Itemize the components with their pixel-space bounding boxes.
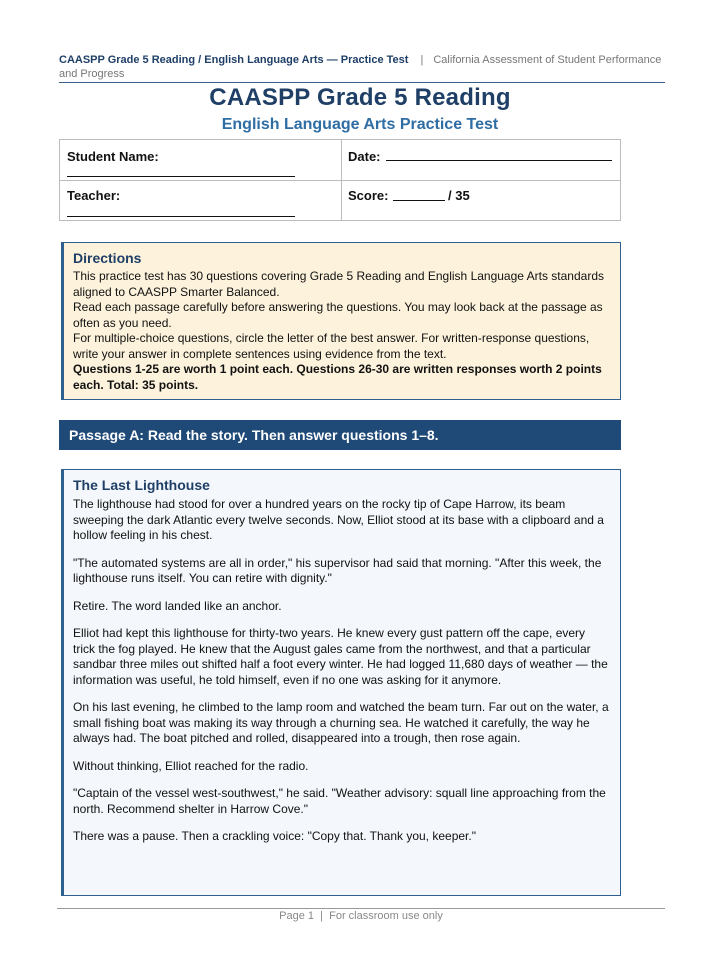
header-test-title: CAASPP Grade 5 Reading / English Language Arts — Practice Test <box>59 54 409 66</box>
header-org-name: California Assessment of Student Performance and Progress <box>59 54 662 80</box>
date-field[interactable] <box>386 160 612 161</box>
passage-banner: Passage A: Read the story. Then answer questions 1–8. <box>59 420 621 450</box>
story-paragraph: The lighthouse had stood for over a hundred years on the rocky tip of Cape Harrow, its beam sweeping the dark Atlantic every twelve seconds. Now, Elliot stood at its base with a clipboard and a hollow feeling in his chest. <box>73 497 604 542</box>
directions-box <box>61 242 621 400</box>
page-footer: Page 1 | For classroom use only <box>57 908 665 922</box>
score-field[interactable] <box>393 200 445 201</box>
date-label: Date: <box>348 149 381 164</box>
score-total: / 35 <box>448 188 470 203</box>
directions-paragraph: Read each passage carefully before answering the questions. You may look back at the passage as often as you need. <box>73 300 603 330</box>
story-paragraph: There was a pause. Then a crackling voice: "Copy that. Thank you, keeper." <box>73 829 476 843</box>
page-title: CAASPP Grade 5 Reading <box>209 84 511 111</box>
story-paragraph: Retire. The word landed like an anchor. <box>73 598 282 613</box>
header-separator: | <box>420 54 424 66</box>
running-header <box>59 53 665 83</box>
page-subtitle: English Language Arts Practice Test <box>221 116 499 133</box>
teacher-label: Teacher: <box>67 188 121 203</box>
table-divider-horizontal <box>60 180 620 181</box>
story-paragraph: Without thinking, Elliot reached for the radio. <box>73 758 309 773</box>
story-paragraph: Elliot had kept this lighthouse for thirty-two years. He knew every gust pattern off the cape, every trick the fog played. He knew that the August gales came from the northwest, and that a particular sandbar three miles out shifted half a foot every winter. He had logged 11,680 days of weather — the information was useful, he told himself, even if no one was asking for it anymore. <box>73 626 608 687</box>
story-paragraph: On his last evening, he climbed to the lamp room and watched the beam turn. Far out on the water, a small fishing boat was making its way through a churning sea. He watched it carefully, the way he always had. The boat pitched and rolled, disappeared into a trough, then rose again. <box>73 700 609 745</box>
story-paragraph: "Captain of the vessel west-southwest," he said. "Weather advisory: squall line approaching from the north. Recommend shelter in Harrow Cove." <box>73 786 606 816</box>
directions-scoring: Questions 1-25 are worth 1 point each. Questions 26-30 are written responses worth 2 points each. Total: 35 points. <box>73 362 602 392</box>
story-title: The Last Lighthouse <box>73 477 210 493</box>
story-paragraph: "The automated systems are all in order," his supervisor had said that morning. "After this week, the lighthouse runs itself. You can retire with dignity." <box>73 555 602 585</box>
story-box <box>61 469 621 896</box>
directions-paragraph: This practice test has 30 questions covering Grade 5 Reading and English Language Arts standards aligned to CAASPP Smarter Balanced. <box>73 269 604 299</box>
directions-heading: Directions <box>73 250 142 266</box>
score-label: Score: <box>348 188 389 203</box>
student-info-table <box>59 139 621 221</box>
student-name-label: Student Name: <box>67 149 159 164</box>
teacher-field[interactable] <box>67 216 295 217</box>
directions-paragraph: For multiple-choice questions, circle the letter of the best answer. For written-response questions, write your answer in complete sentences using evidence from the text. <box>73 331 590 361</box>
student-name-field[interactable] <box>67 176 295 177</box>
